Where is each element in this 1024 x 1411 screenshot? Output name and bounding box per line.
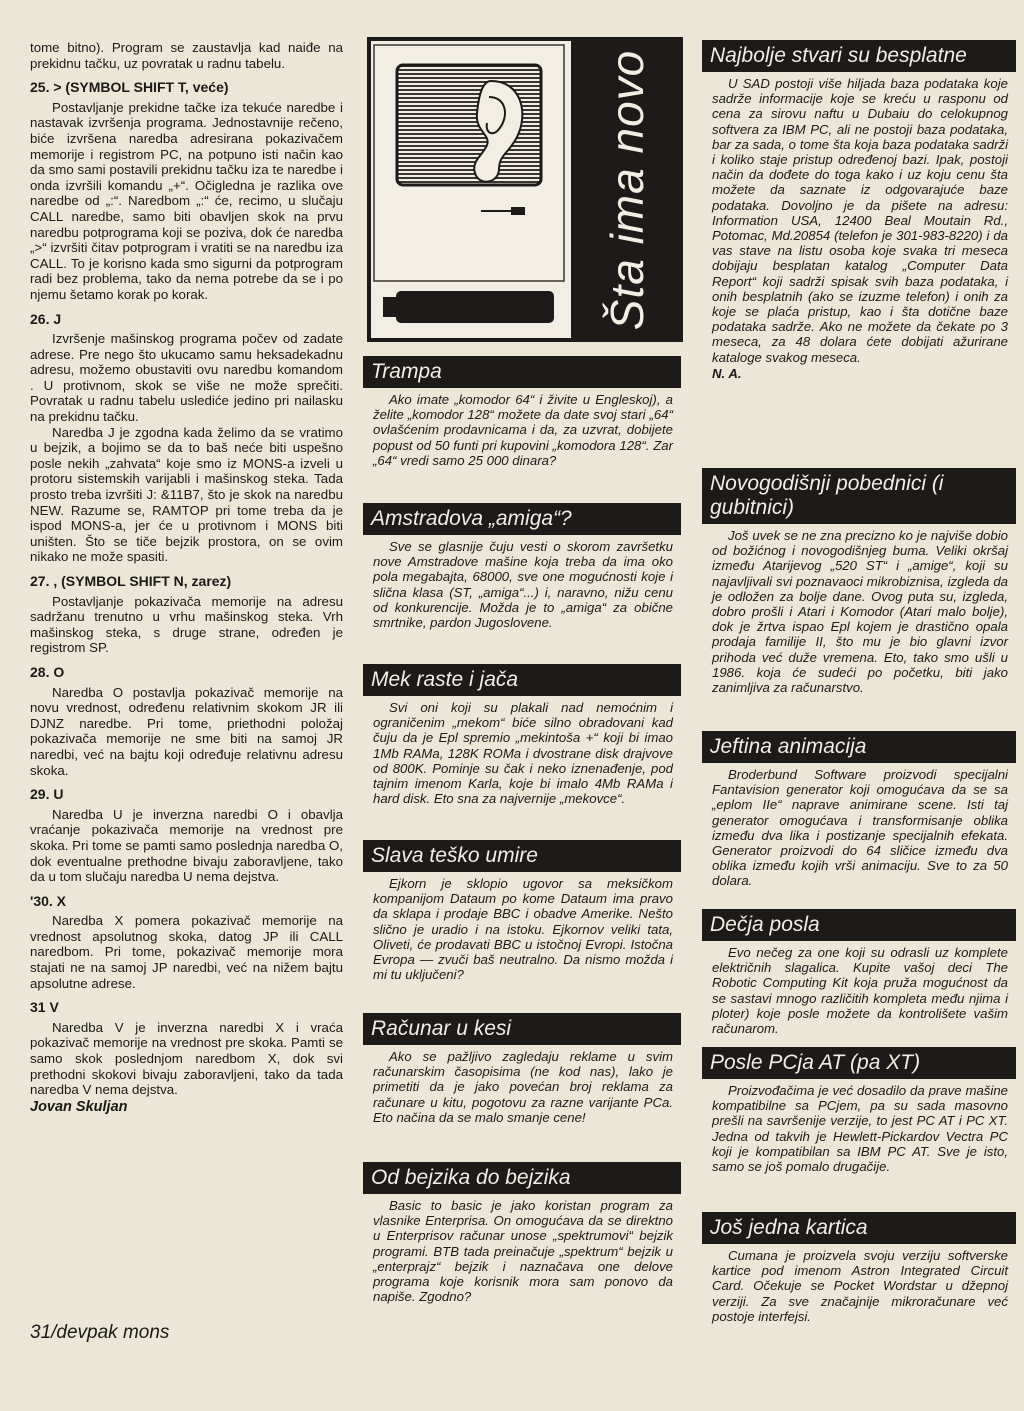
news-body [363,392,681,468]
news-item [363,664,681,806]
news-item [702,731,1016,889]
news-text: Ejkorn je sklopio ugovor sa meksičkom kompanijom Dataum po kome Dataum ima pravo da sklapa i prodaje BBC i obadve Amerike. Nešto slično je uradio i na istoku. Ejkornov veliki tata, Oliveti, će prodavati BBC u istočnoj Evropi. Istočna Evropa — zvuči baš neutralno. Da nismo možda i mi tu uključeni? [373,876,673,983]
news-headline: Još jedna kartica [702,1212,1016,1244]
command-entry [30,894,343,992]
news-item [702,1047,1016,1174]
news-text: Evo nečeg za one koji su odrasli uz komplete električnih slagalica. Kupite vašoj deci The Robotic Computing Kit koja pruža mogućnost da se sastavi mnogo različitih kompleta među njima i ploter) koje posle možete da kontrolišete vašim računarom. [712,945,1008,1037]
news-item [363,1013,681,1125]
news-text: Basic to basic je jako koristan program za vlasnike Enterprisa. On omogućava da se direktno u Enterprisov računar unose „spektrumovi“ bejzik programi. BTB tada preinačuje „spektrum“ bejzik u „enterprajz“ bejzik i naznačava one delove programa koje korisnik mora sam ponovo da napiše. Zgodno? [373,1198,673,1305]
news-headline: Amstradova „amiga“? [363,503,681,535]
command-description: Naredba J je zgodna kada želimo da se vratimo u bejzik, a bojimo se da to baš neće biti uspešno posle nekih „zahvata“ koje smo iz MONS-a izveli u protoru sistemskih varijabli i mašinskog steka. Tada prosto treba izvršiti J: &11B7, što je skok na naredbu NEW. Razume se, RAMTOP pri tome treba da je ispod MONS-a, jer će u protivnom i MONS biti uništen. Što se tiče bejzik prostora, on se ovim nikako ne može spasiti. [30,424,343,565]
news-text: Broderbund Software proizvodi specijalni Fantavision generator koji omogućava da se sa „eplom IIe“ naprave animirane scene. Isti taj generator omogućava i transformisanje oblika između dva lika i postizanje specijalnih efekata. Generator proizvodi do 64 sličice između dva oblika između kojih vrši animaciju. Sve to za 50 dolara. [712,767,1008,889]
command-description: Naredba V je inverzna naredbi X i vraća pokazivač memorije na vrednost pre skoka. Pamti se samo skok poslednjom naredbom X, dok svi prethodni skokovi bivaju zaboravljeni, tako da tada naredba V nema dejstva. [30,1019,343,1098]
news-body [363,539,681,630]
news-headline: Slava teško umire [363,840,681,872]
command-entry [30,312,343,566]
command-heading: 27. , (SYMBOL SHIFT N, zarez) [30,573,232,589]
news-headline: Posle PCja AT (pa XT) [702,1047,1016,1079]
news-item [702,468,1016,695]
news-item [702,909,1016,1036]
command-entry [30,1000,343,1098]
news-item [702,40,1016,381]
news-headline: Mek raste i jača [363,664,681,696]
author: Jovan Skuljan [30,1098,128,1115]
news-body [702,76,1016,381]
news-text: Ako imate „komodor 64“ i živite u Engleskoj), a želite „komodor 128“ možete da date svoj stari „64“ ovlašćenim prodavnicama i da, za uzvrat, dobijete popust od 50 funti pri kupovini „komodora 128“. Zar „64“ vredi samo 25 000 dinara? [373,392,673,468]
command-description: Postavljanje prekidne tačke iza tekuće naredbe i nastavak izvršenja programa. Jednostavnije rečeno, biće izvršena naredba adresirana pokazivačem memorije i registrom PC, na potpuno isti način kao da smo sami postavili prekidnu tačku iza te naredbe i onda izvršili komandu „+“. Očigledna je razlika ove naredbe od „:“. Naredbom „:“ će, recimo, u slučaju CALL naredbe, samo biti obavljen skok na prvu naredbu potprograma koji se poziva, dok će naredba „>“ izvršiti čitav potprogram i vratiti se na naredbu iza CALL. To je korisno kada smo sigurni da potprogram radi bez problema, tako da nema potrebe da se i po njemu šetamo korak po korak. [30,99,343,302]
news-item [363,840,681,982]
news-body [363,876,681,982]
news-text: Cumana je proizvela svoju verziju softverske kartice pod imenom Astron Integrated Circuit Card. Očekuje se Pocket Wordstar u džepnoj verziji. Za sve značajnije mikroračunare već postoje interfejsi. [712,1248,1008,1324]
news-body [702,945,1016,1036]
news-text: Ako se pažljivo zagledaju reklame u svim računarskim časopisima (ne kod nas), lako je primetiti da je jako povećan broj reklama za računare u kitu, pogotovu za razne varijante PCa. Eto načina da se malo smanje cene! [373,1049,673,1125]
command-description: Naredba O postavlja pokazivač memorije na novu vrednost, određenu relativnim skokom JR ili DJNZ naredbe. Pri tome, priethodni položaj pokazivača memorije ne sme biti na samoj JR naredbi, već na bajtu koji određuje relativnu adresu skoka. [30,684,343,778]
command-description: Naredba X pomera pokazivač memorije na vrednost apsolutnog skoka, datog JP ili CALL naredbom. Pri tome, pokazivač memorije mora stajati ne na samoj JP naredbi, već na nižem bajtu apsolutne adrese. [30,913,343,991]
computer-illustration [371,41,571,338]
news-headline: Trampa [363,356,681,388]
command-heading: 28. O [30,663,65,680]
news-text: Proizvođačima je već dosadilo da prave mašine kompatibilne sa PCjem, pa su sada masovno prešli na savršenije verzije, to jest PC AT i PC XT. Jedna od takvih je Hewlett-Pickardov Vectra PC koji je kompatibilan sa IBM PC AT. Sve je isto, samo se još pomalo drugačije. [712,1083,1008,1175]
column-title: Šta ima novo [601,49,654,330]
news-text: U SAD postoji više hiljada baza podataka koje sadrže informacije koje se kreću u rasponu od cena za sirovu naftu u Dubaiu do celokupnog softvera za IBM PC, ali ne postoji baza podataka, bar za sada, o tome šta koja baza podataka sadrži i koliko staje pristup određenoj bazi. Ipak, postoji način da dođete do toga kako i uz koju cenu šta možete da saznate iz odgovarajuće baze podataka. Dovoljno je da pišete na adresu: Information USA, 12400 Beal Moutain Rd., Potomac, Md.20854 (telefon je 301-983-8220) i da vas stave na listu osoba koje svaka tri meseca dobijaju besplatan katalog „Computer Data Report“ koji sadrži spisak svih baza podataka, i onih besplatnih (ako se izuzme telefon) i onih za koje se plaća pristup, kao i šta dotične baze podataka sadrže. Ako ne možete da čekate po 3 meseca, za 48 dolara ćete dobijati ažurirane kataloge svakog meseca. [712,76,1008,365]
article-intro: tome bitno). Program se zaustavlja kad naiđe na prekidnu tačku, uz povratak u radnu tabelu. [30,40,343,71]
command-entry [30,787,343,885]
command-heading: 31 V [30,999,59,1016]
column-header-illustration [367,37,683,342]
page-folio: 31/devpak mons [30,1322,170,1343]
command-entry [30,574,343,656]
command-entries [30,80,343,1098]
command-entry [30,665,343,778]
command-description: Izvršenje mašinskog programa počev od zadate adrese. Pre nego što ukucamo samu heksadekadnu adresu, možemo obustaviti ovu naredbu komandom . U protivnom, skok se više ne može sprečiti. Povratak u radnu tabelu uslediće jedino pri nailasku na prekidnu tačku. [30,331,343,425]
news-text: Svi oni koji su plakali nad nemoćnim i ograničenim „mekom“ biće silno obradovani kad čuju da je Epl spremio „mekintoša +“ koji bi imao 1Mb RAMa, 128K ROMa i dvostrane disk drajvove od 800K. Pominje su čak i neko iznenađenje, pod tajnim imenom Karla, koje bi imalo 4Mb RAMa i hard disk. Eto sna za najvernije „mekovce“. [373,700,673,807]
news-text: Sve se glasnije čuju vesti o skorom završetku nove Amstradove mašine koja treba da ima oko pola megabajta, 68000, sve one mogućnosti koje i slična klasa (ST, „amiga“...) i, naravno, nižu cenu od konkurencije. Možda je to „amiga“ za obične smrtnike, pardon Jugoslovene. [373,539,673,631]
news-body [702,1248,1016,1324]
command-heading: 29. U [30,786,64,803]
news-headline: Računar u kesi [363,1013,681,1045]
news-item [702,1212,1016,1324]
command-heading: 25. > (SYMBOL SHIFT T, veće) [30,79,229,96]
command-heading: 26. J [30,310,62,327]
news-text: Još uvek se ne zna precizno ko je najviše dobio od božićnog i novogodišnjeg buma. Veliki okršaj između Atarijevog „520 ST“ i „amige“, koji su najavljivali svi poznavaoci mikrobiznisa, izgleda da je odložen za bolje dane. Ovog puta su, izgleda, dobro prošli i Atari i Komodor (Atari malo bolje), dok je žrtva ispao Epl kojem je drastično opala prodaja familije II, što mu je bio glavni izvor prihoda već duže vremena. Eto, tako smo ušli u 1986. koja će sudeći po početku, biti jako zanimljiva za računarstvo. [712,528,1008,696]
news-item [363,503,681,630]
command-entry [30,80,343,302]
news-body [702,1083,1016,1174]
news-signature: N. A. [712,365,742,381]
news-body [363,1049,681,1125]
news-headline: Najbolje stvari su besplatne [702,40,1016,72]
news-body [702,528,1016,695]
news-body [363,1198,681,1304]
command-description: Postavljanje pokazivača memorije na adresu sadržanu trenutno u vrhu mašinskog steka. Vrh mašinskog steka, s druge strane, određen je registrom SP. [30,593,343,656]
news-headline: Dečja posla [702,909,1016,941]
computer-icon [371,41,571,338]
news-headline: Novogodišnji pobednici (i gubitnici) [702,468,1016,524]
news-headline: Jeftina animacija [702,731,1016,763]
news-item [363,356,681,468]
news-item [363,1162,681,1304]
command-heading: '30. X [30,892,67,909]
left-article [30,40,343,1115]
news-body [702,767,1016,889]
command-description: Naredba U je inverzna naredbi O i obavlja vraćanje pokazivača memorije na vrednost pre skoka. Pri tome se pamti samo poslednja naredba O, dok eventualne prethodne bivaju zaboravljene, tako da u tom slučaju naredba U nema dejstva. [30,806,343,885]
news-headline: Od bejzika do bejzika [363,1162,681,1194]
news-body [363,700,681,806]
